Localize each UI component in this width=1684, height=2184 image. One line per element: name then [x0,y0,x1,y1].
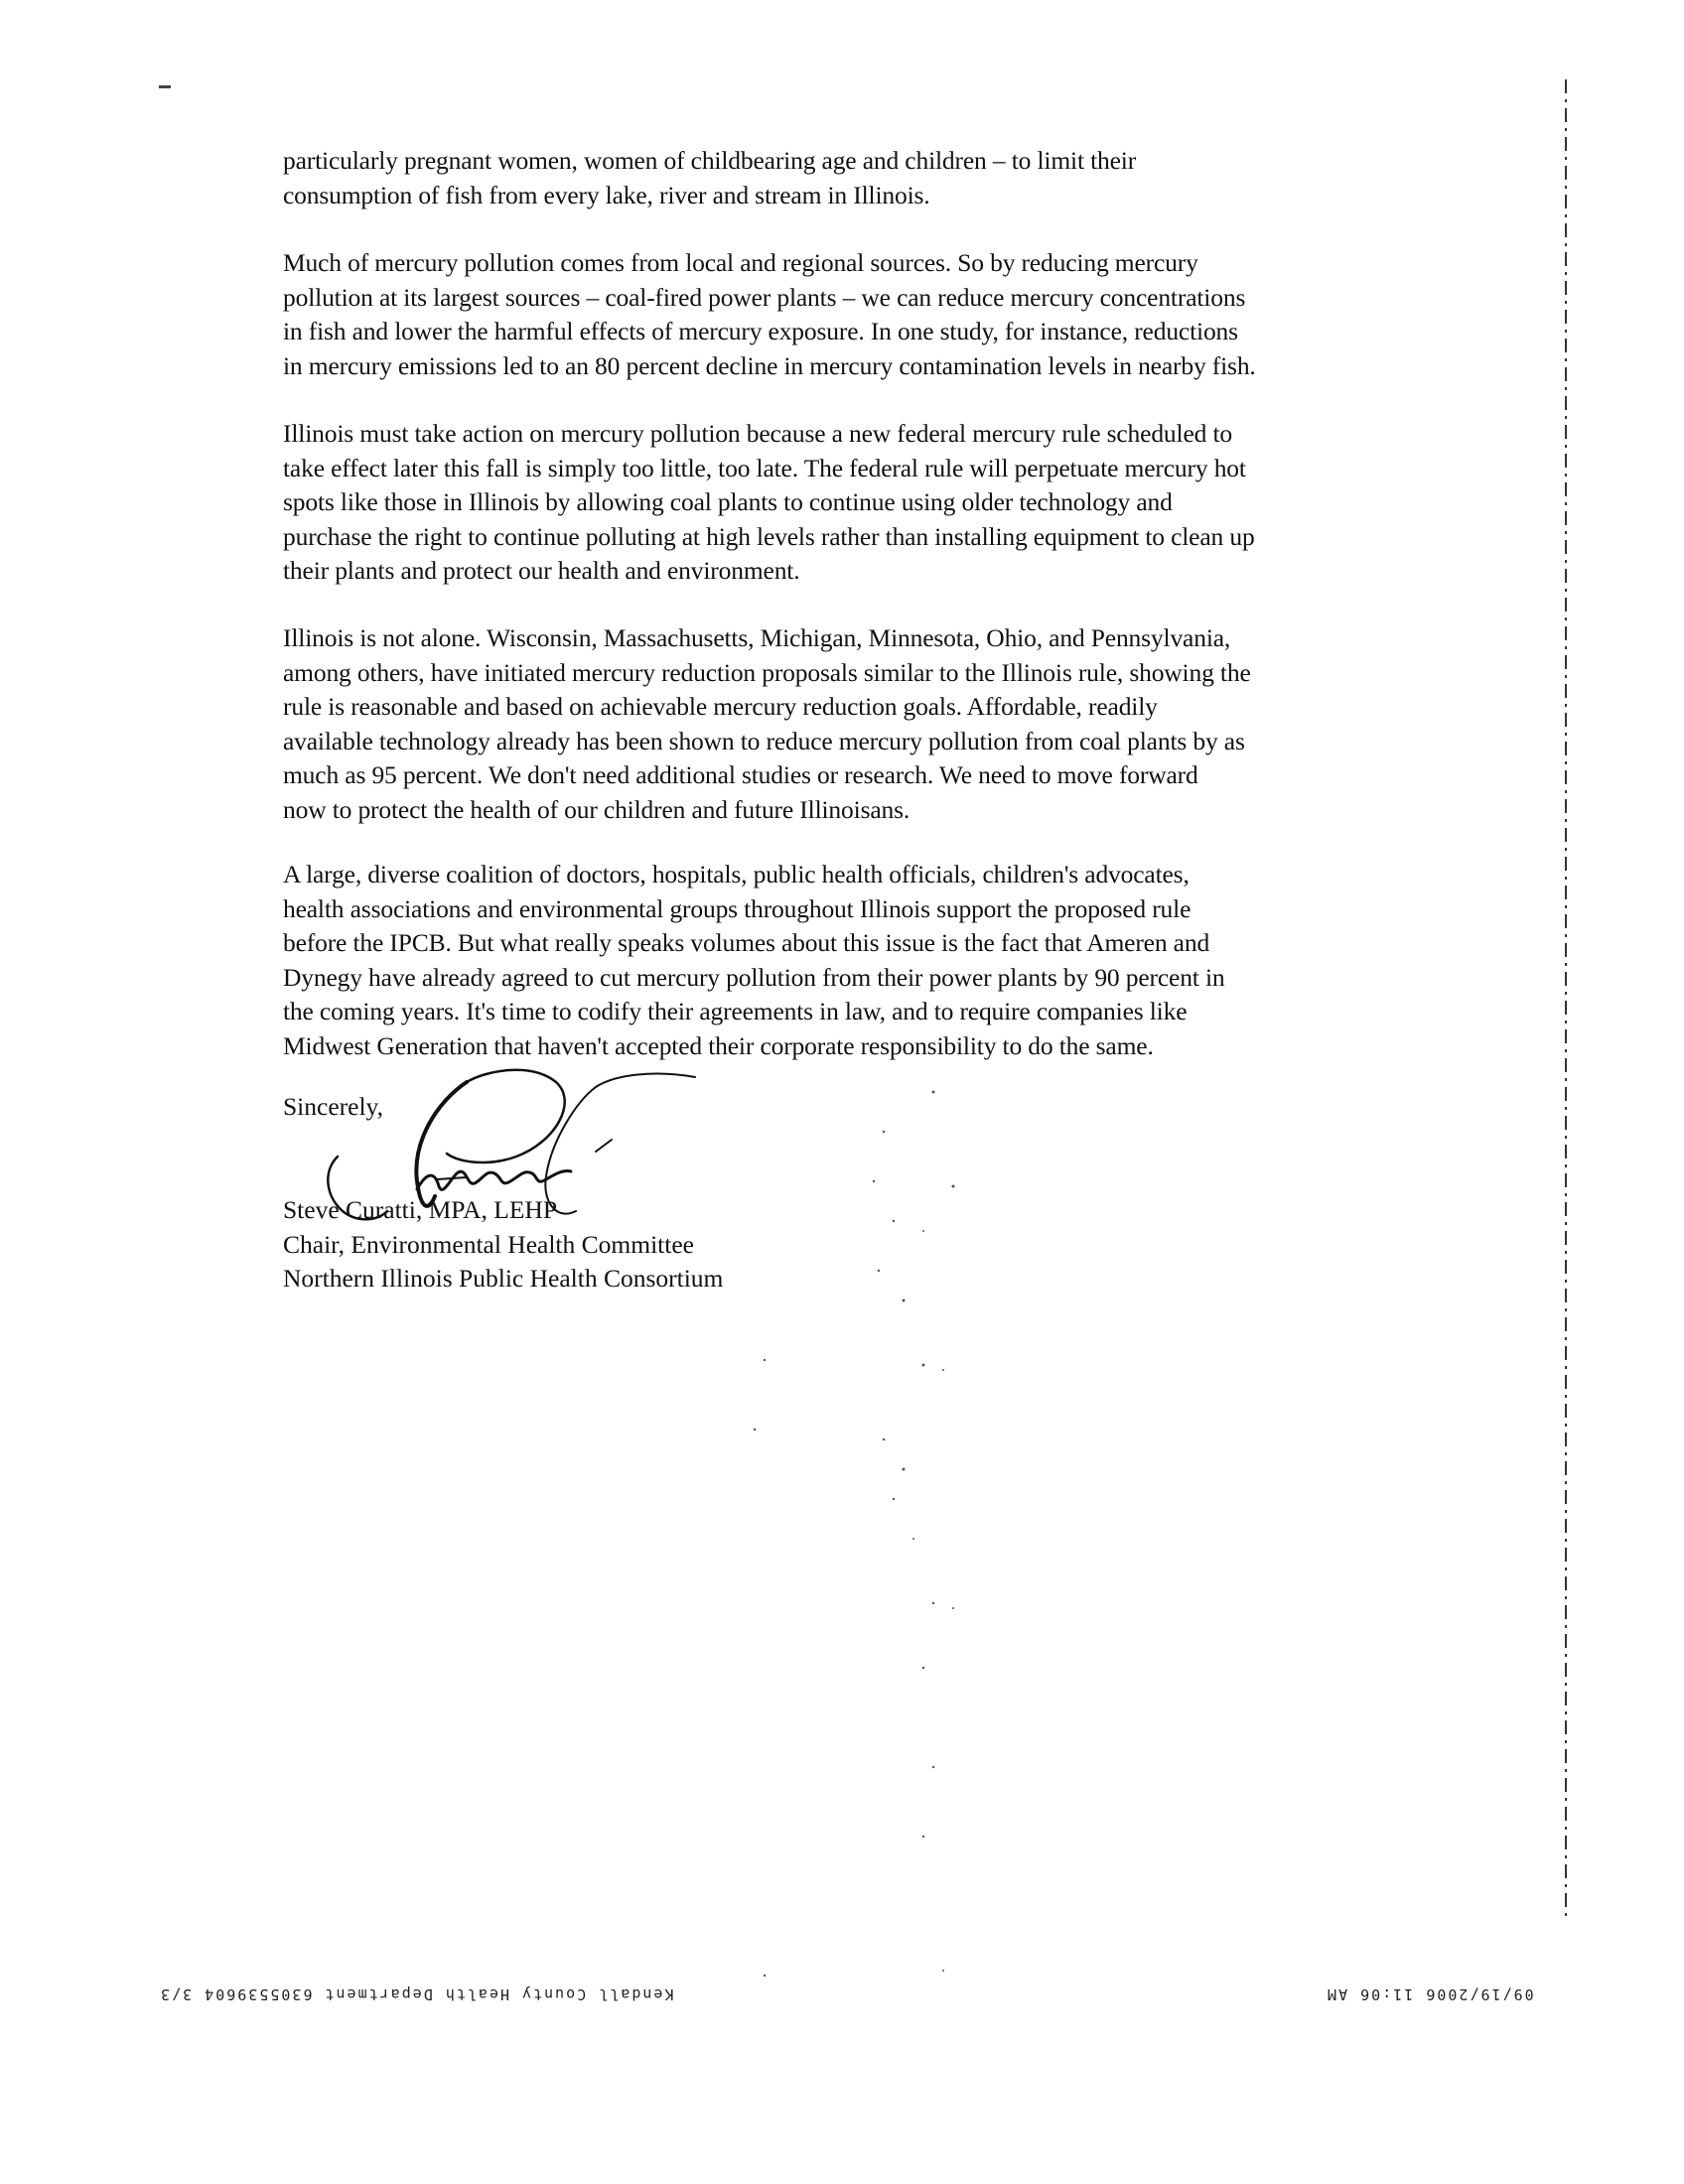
text-line: before the IPCB. But what really speaks volumes about this issue is the fact that Ameren and [283,928,1210,957]
signer-name: Steve Curatti, MPA, LEHP [283,1195,558,1224]
text-line: health associations and environmental groups throughout Illinois support the proposed rule [283,893,1192,923]
paragraph-4 [283,621,1415,827]
text-line: consumption of fish from every lake, river and stream in Illinois. [283,180,930,209]
signature-block [283,1193,723,1297]
scan-mark-top-left [159,85,171,88]
closing-salutation: Sincerely, [283,1092,384,1121]
fax-header-timestamp: 09/19/2006 11:06 AM [1326,1985,1534,2003]
text-line: among others, have initiated mercury reduction proposals similar to the Illinois rule, showing the [283,657,1251,687]
paragraph-5 [283,858,1415,1063]
fax-header-sender: Kendall County Health Department 6305539604 3/3 [159,1985,674,2003]
text-line: Illinois is not alone. Wisconsin, Massachusetts, Michigan, Minnesota, Ohio, and Pennsylvania, [283,623,1231,652]
text-line: pollution at its largest sources – coal-fired power plants – we can reduce mercury concentrations [283,282,1246,312]
signer-organization: Northern Illinois Public Health Consortium [283,1264,724,1293]
text-line: rule is reasonable and based on achievable mercury reduction goals. Affordable, readily [283,692,1158,721]
text-line: purchase the right to continue polluting at high levels rather than installing equipment to clean up [283,521,1255,551]
text-line: Illinois must take action on mercury pollution because a new federal mercury rule scheduled to [283,419,1232,448]
paragraph-2 [283,246,1415,383]
text-line: take effect later this fall is simply too little, too late. The federal rule will perpetuate mercury hot [283,453,1246,482]
scan-noise [695,1072,1092,1985]
paragraph-1 [283,144,1415,212]
text-line: in fish and lower the harmful effects of mercury exposure. In one study, for instance, reductions [283,317,1238,345]
text-line: particularly pregnant women, women of childbearing age and children – to limit their [283,146,1137,175]
text-line: much as 95 percent. We don't need additional studies or research. We need to move forward [283,760,1198,789]
text-line: spots like those in Illinois by allowing coal plants to continue using older technology and [283,487,1173,516]
text-line: the coming years. It's time to codify their agreements in law, and to require companies like [283,997,1188,1025]
text-line: Much of mercury pollution comes from local and regional sources. So by reducing mercury [283,248,1198,277]
text-line: now to protect the health of our children and future Illinoisans. [283,794,911,824]
paragraph-3 [283,417,1415,589]
text-line: Midwest Generation that haven't accepted their corporate responsibility to do the same. [283,1030,1154,1060]
text-line: their plants and protect our health and environment. [283,556,800,585]
text-line: available technology already has been shown to reduce mercury pollution from coal plants by as [283,726,1245,755]
scan-edge-line [1564,79,1568,1916]
text-line: Dynegy have already agreed to cut mercury pollution from their power plants by 90 percent in [283,962,1225,992]
text-line: A large, diverse coalition of doctors, hospitals, public health officials, children's advocates, [283,860,1190,888]
signer-title: Chair, Environmental Health Committee [283,1229,694,1259]
text-line: in mercury emissions led to an 80 percent decline in mercury contamination levels in nearby fish. [283,350,1256,380]
